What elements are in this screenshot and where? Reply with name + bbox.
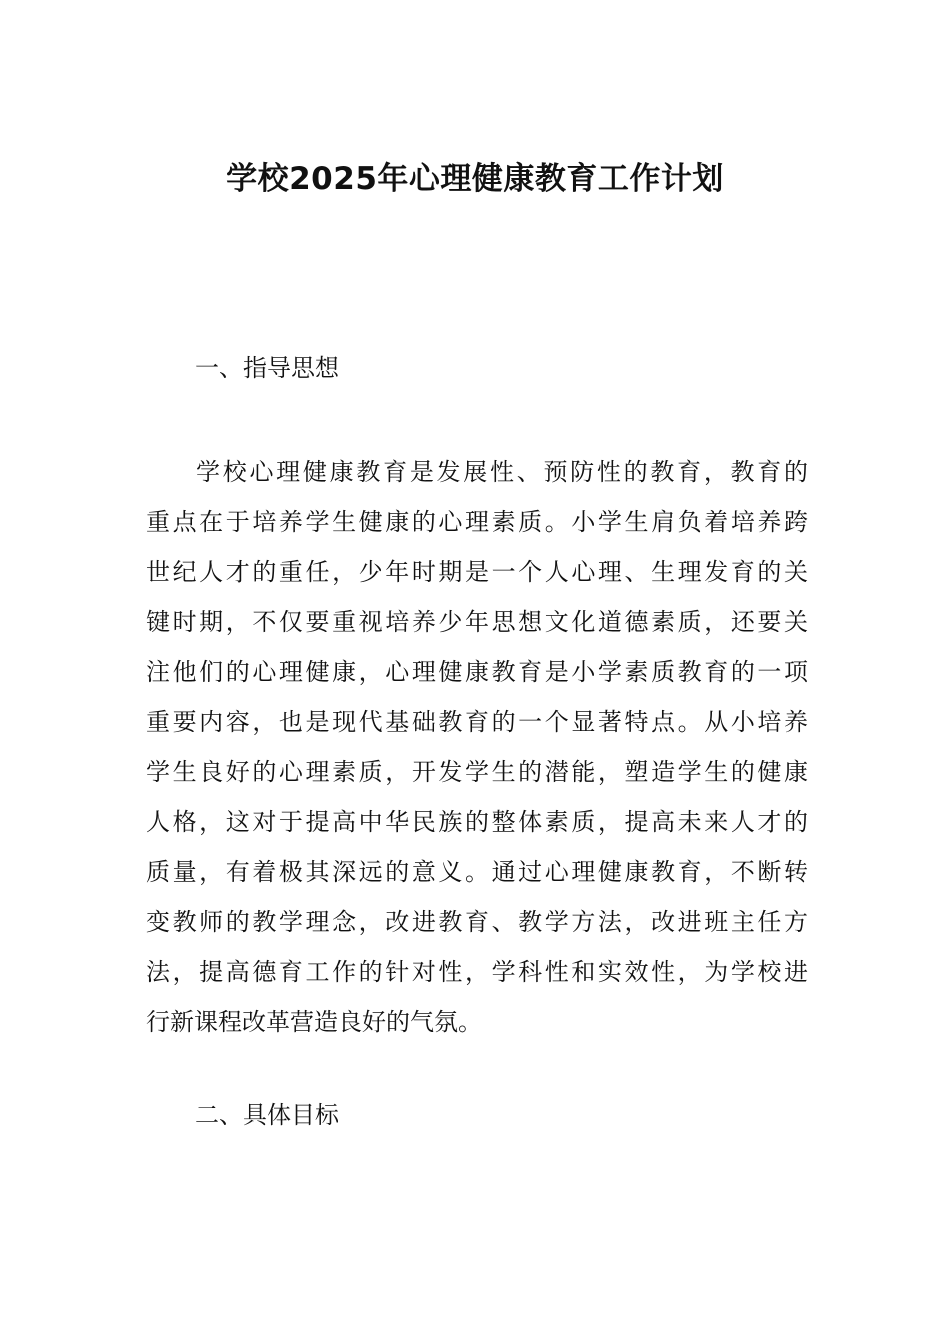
section-heading-specific-goals: 二、具体目标 [195,1101,339,1129]
paragraph-line: 学校心理健康教育是发展性、预防性的教育，教育的 [196,458,808,486]
paragraph-line: 注他们的心理健康，心理健康教育是小学素质教育的一项 [146,658,808,686]
paragraph-line: 世纪人才的重任，少年时期是一个人心理、生理发育的关 [146,558,808,586]
section-paragraph-guiding-ideology [146,447,808,1047]
paragraph-line: 人格，这对于提高中华民族的整体素质，提高未来人才的 [146,808,808,836]
paragraph-line: 质量，有着极其深远的意义。通过心理健康教育，不断转 [146,858,808,886]
paragraph-line: 法，提高德育工作的针对性，学科性和实效性，为学校进 [146,958,808,986]
section-heading-guiding-ideology: 一、指导思想 [195,354,339,382]
paragraph-line: 行新课程改革营造良好的气氛。 [146,1008,482,1036]
paragraph-line: 键时期，不仅要重视培养少年思想文化道德素质，还要关 [146,608,808,636]
paragraph-line: 学生良好的心理素质，开发学生的潜能，塑造学生的健康 [146,758,808,786]
paragraph-line: 变教师的教学理念，改进教育、教学方法，改进班主任方 [146,908,808,936]
document-title: 学校2025年心理健康教育工作计划 [226,161,724,197]
paragraph-line: 重要内容，也是现代基础教育的一个显著特点。从小培养 [146,708,808,736]
paragraph-line: 重点在于培养学生健康的心理素质。小学生肩负着培养跨 [146,508,808,536]
